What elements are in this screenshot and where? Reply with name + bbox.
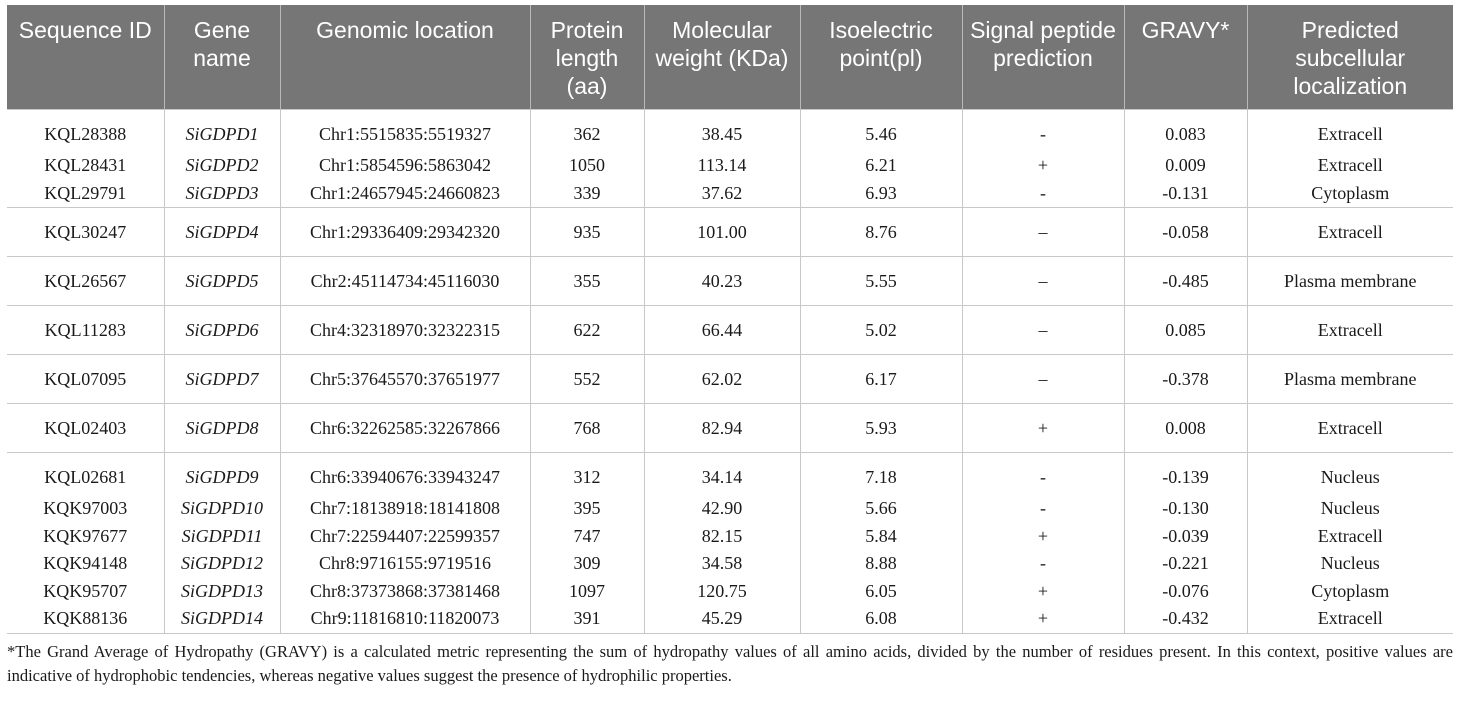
cell-sequence-id: KQL29791 bbox=[7, 180, 164, 208]
cell-isoelectric-point: 5.02 bbox=[800, 306, 962, 355]
cell-protein-length: 747 bbox=[530, 523, 644, 551]
cell-signal-peptide: – bbox=[962, 355, 1124, 404]
cell-gravy: -0.058 bbox=[1124, 208, 1247, 257]
cell-isoelectric-point: 5.84 bbox=[800, 523, 962, 551]
cell-genomic-location: Chr2:45114734:45116030 bbox=[280, 257, 530, 306]
table-row bbox=[7, 208, 1453, 257]
cell-isoelectric-point: 8.88 bbox=[800, 550, 962, 578]
cell-gene-name: SiGDPD14 bbox=[164, 605, 280, 633]
cell-isoelectric-point: 6.08 bbox=[800, 605, 962, 633]
cell-gravy: -0.139 bbox=[1124, 453, 1247, 496]
table-body bbox=[7, 110, 1453, 634]
table-row bbox=[7, 306, 1453, 355]
cell-molecular-weight: 66.44 bbox=[644, 306, 800, 355]
cell-isoelectric-point: 7.18 bbox=[800, 453, 962, 496]
cell-molecular-weight: 113.14 bbox=[644, 152, 800, 180]
cell-localization: Extracell bbox=[1317, 155, 1383, 175]
cell-protein-length: 1050 bbox=[530, 152, 644, 180]
cell-genomic-location: Chr8:37373868:37381468 bbox=[280, 578, 530, 606]
cell-localization: Nucleus bbox=[1247, 453, 1453, 496]
cell-localization: Extracell bbox=[1317, 525, 1383, 546]
cell-isoelectric-point: 5.93 bbox=[800, 404, 962, 453]
cell-gravy: -0.076 bbox=[1124, 578, 1247, 606]
cell-sequence-id: KQL28388 bbox=[7, 110, 164, 153]
cell-gene-name: SiGDPD10 bbox=[164, 495, 280, 523]
header-genomic-location: Genomic location bbox=[280, 5, 530, 110]
cell-localization: Extracell bbox=[1247, 306, 1453, 355]
cell-signal-peptide: + bbox=[962, 404, 1124, 453]
cell-sequence-id: KQL28431 bbox=[7, 152, 164, 180]
cell-signal-peptide: - bbox=[962, 495, 1124, 523]
cell-genomic-location: Chr6:32262585:32267866 bbox=[280, 404, 530, 453]
cell-sequence-id: KQK88136 bbox=[7, 605, 164, 633]
table-row bbox=[7, 495, 1453, 523]
cell-molecular-weight: 45.29 bbox=[644, 605, 800, 633]
cell-protein-length: 362 bbox=[530, 110, 644, 153]
cell-molecular-weight: 120.75 bbox=[644, 578, 800, 606]
cell-genomic-location: Chr7:22594407:22599357 bbox=[280, 523, 530, 551]
header-sequence-id: Sequence ID bbox=[7, 5, 164, 110]
cell-gene-name: SiGDPD2 bbox=[164, 152, 280, 180]
cell-gene-name: SiGDPD8 bbox=[164, 404, 280, 453]
cell-genomic-location: Chr1:29336409:29342320 bbox=[280, 208, 530, 257]
cell-molecular-weight: 38.45 bbox=[644, 110, 800, 153]
cell-sequence-id: KQL26567 bbox=[7, 257, 164, 306]
cell-gravy: -0.221 bbox=[1124, 550, 1247, 578]
cell-gene-name: SiGDPD5 bbox=[164, 257, 280, 306]
cell-molecular-weight: 40.23 bbox=[644, 257, 800, 306]
cell-protein-length: 339 bbox=[530, 180, 644, 208]
cell-localization: Cytoplasm bbox=[1311, 182, 1390, 203]
cell-genomic-location: Chr5:37645570:37651977 bbox=[280, 355, 530, 404]
cell-sequence-id: KQL11283 bbox=[7, 306, 164, 355]
cell-localization: Extracell bbox=[1247, 404, 1453, 453]
header-gravy: GRAVY* bbox=[1124, 5, 1247, 110]
cell-isoelectric-point: 6.93 bbox=[800, 180, 962, 208]
cell-molecular-weight: 34.58 bbox=[644, 550, 800, 578]
gene-table bbox=[7, 5, 1453, 634]
cell-signal-peptide: + bbox=[962, 605, 1124, 633]
table-row bbox=[7, 152, 1453, 180]
table-page bbox=[7, 5, 1453, 688]
table-row bbox=[7, 550, 1453, 578]
header-isoelectric-point: Isoelectric point(pl) bbox=[800, 5, 962, 110]
cell-genomic-location: Chr1:24657945:24660823 bbox=[280, 180, 530, 208]
cell-gene-name: SiGDPD7 bbox=[164, 355, 280, 404]
cell-protein-length: 391 bbox=[530, 605, 644, 633]
cell-gravy: 0.085 bbox=[1124, 306, 1247, 355]
cell-isoelectric-point: 5.66 bbox=[800, 495, 962, 523]
cell-genomic-location: Chr7:18138918:18141808 bbox=[280, 495, 530, 523]
cell-molecular-weight: 82.94 bbox=[644, 404, 800, 453]
cell-protein-length: 768 bbox=[530, 404, 644, 453]
cell-localization: Nucleus bbox=[1320, 498, 1380, 518]
cell-signal-peptide: - bbox=[962, 180, 1124, 208]
cell-signal-peptide: + bbox=[962, 523, 1124, 551]
cell-signal-peptide: - bbox=[962, 550, 1124, 578]
cell-genomic-location: Chr8:9716155:9719516 bbox=[280, 550, 530, 578]
cell-signal-peptide: - bbox=[962, 453, 1124, 496]
cell-genomic-location: Chr1:5854596:5863042 bbox=[280, 152, 530, 180]
cell-isoelectric-point: 6.17 bbox=[800, 355, 962, 404]
cell-molecular-weight: 82.15 bbox=[644, 523, 800, 551]
header-molecular-weight: Molecular weight (KDa) bbox=[644, 5, 800, 110]
table-row bbox=[7, 110, 1453, 153]
cell-localization: Plasma membrane bbox=[1247, 355, 1453, 404]
cell-sequence-id: KQL02403 bbox=[7, 404, 164, 453]
cell-localization: Cytoplasm bbox=[1311, 580, 1390, 601]
table-row bbox=[7, 355, 1453, 404]
cell-gravy: -0.485 bbox=[1124, 257, 1247, 306]
cell-protein-length: 395 bbox=[530, 495, 644, 523]
table-row bbox=[7, 180, 1453, 208]
table-row bbox=[7, 578, 1453, 606]
cell-sequence-id: KQK95707 bbox=[7, 578, 164, 606]
header-signal-peptide: Signal peptide prediction bbox=[962, 5, 1124, 110]
cell-localization: Nucleus bbox=[1320, 553, 1380, 573]
cell-genomic-location: Chr4:32318970:32322315 bbox=[280, 306, 530, 355]
cell-protein-length: 552 bbox=[530, 355, 644, 404]
table-row bbox=[7, 257, 1453, 306]
cell-gravy: -0.131 bbox=[1124, 180, 1247, 208]
cell-signal-peptide: + bbox=[962, 152, 1124, 180]
cell-genomic-location: Chr6:33940676:33943247 bbox=[280, 453, 530, 496]
cell-isoelectric-point: 5.55 bbox=[800, 257, 962, 306]
cell-signal-peptide: + bbox=[962, 578, 1124, 606]
cell-isoelectric-point: 5.46 bbox=[800, 110, 962, 153]
cell-protein-length: 935 bbox=[530, 208, 644, 257]
cell-gene-name: SiGDPD1 bbox=[164, 110, 280, 153]
cell-isoelectric-point: 6.21 bbox=[800, 152, 962, 180]
cell-genomic-location: Chr1:5515835:5519327 bbox=[280, 110, 530, 153]
cell-signal-peptide: – bbox=[962, 306, 1124, 355]
header-row bbox=[7, 5, 1453, 110]
cell-molecular-weight: 34.14 bbox=[644, 453, 800, 496]
header-gene-name: Gene name bbox=[164, 5, 280, 110]
cell-gene-name: SiGDPD11 bbox=[164, 523, 280, 551]
cell-protein-length: 312 bbox=[530, 453, 644, 496]
cell-gene-name: SiGDPD13 bbox=[164, 578, 280, 606]
cell-genomic-location: Chr9:11816810:11820073 bbox=[280, 605, 530, 633]
cell-sequence-id: KQL02681 bbox=[7, 453, 164, 496]
cell-gravy: -0.432 bbox=[1124, 605, 1247, 633]
cell-signal-peptide: – bbox=[962, 208, 1124, 257]
table-row bbox=[7, 404, 1453, 453]
cell-gene-name: SiGDPD6 bbox=[164, 306, 280, 355]
cell-sequence-id: KQL07095 bbox=[7, 355, 164, 404]
cell-protein-length: 1097 bbox=[530, 578, 644, 606]
cell-gravy: -0.039 bbox=[1124, 523, 1247, 551]
cell-molecular-weight: 37.62 bbox=[644, 180, 800, 208]
cell-sequence-id: KQK94148 bbox=[7, 550, 164, 578]
cell-gene-name: SiGDPD3 bbox=[164, 180, 280, 208]
cell-gravy: 0.083 bbox=[1124, 110, 1247, 153]
header-protein-length: Protein length (aa) bbox=[530, 5, 644, 110]
cell-localization: Extracell bbox=[1247, 605, 1453, 633]
header-subcellular-localization: Predicted subcellular localization bbox=[1247, 5, 1453, 110]
cell-signal-peptide: – bbox=[962, 257, 1124, 306]
cell-sequence-id: KQL30247 bbox=[7, 208, 164, 257]
cell-gravy: -0.130 bbox=[1124, 495, 1247, 523]
cell-isoelectric-point: 8.76 bbox=[800, 208, 962, 257]
cell-localization: Extracell bbox=[1247, 110, 1453, 153]
table-row bbox=[7, 605, 1453, 633]
cell-signal-peptide: - bbox=[962, 110, 1124, 153]
cell-gravy: 0.008 bbox=[1124, 404, 1247, 453]
cell-gene-name: SiGDPD4 bbox=[164, 208, 280, 257]
cell-molecular-weight: 42.90 bbox=[644, 495, 800, 523]
cell-localization: Extracell bbox=[1247, 208, 1453, 257]
cell-gene-name: SiGDPD12 bbox=[164, 550, 280, 578]
cell-sequence-id: KQK97003 bbox=[7, 495, 164, 523]
cell-sequence-id: KQK97677 bbox=[7, 523, 164, 551]
cell-molecular-weight: 62.02 bbox=[644, 355, 800, 404]
cell-isoelectric-point: 6.05 bbox=[800, 578, 962, 606]
cell-protein-length: 309 bbox=[530, 550, 644, 578]
table-row bbox=[7, 523, 1453, 551]
cell-localization: Plasma membrane bbox=[1247, 257, 1453, 306]
footnote: *The Grand Average of Hydropathy (GRAVY) is a calculated metric representing the sum of hydropathy values of all amino acids, divided by the number of residues present. In this context, positive values are indicative of hydrophobic tendencies, whereas negative values suggest the presence of hydrophilic properties. bbox=[7, 641, 1453, 685]
cell-gene-name: SiGDPD9 bbox=[164, 453, 280, 496]
table-row bbox=[7, 453, 1453, 496]
cell-protein-length: 355 bbox=[530, 257, 644, 306]
cell-gravy: -0.378 bbox=[1124, 355, 1247, 404]
cell-protein-length: 622 bbox=[530, 306, 644, 355]
cell-gravy: 0.009 bbox=[1124, 152, 1247, 180]
cell-molecular-weight: 101.00 bbox=[644, 208, 800, 257]
